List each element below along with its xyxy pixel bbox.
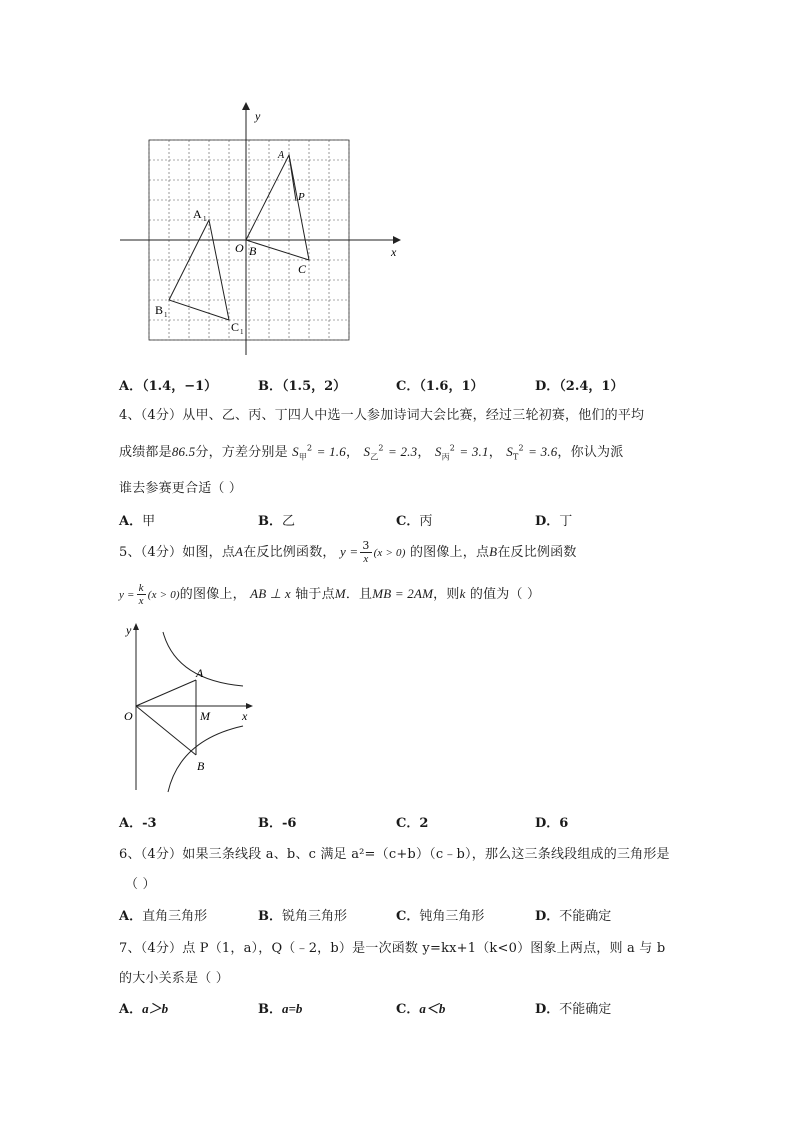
q6-option-b[interactable]: B．锐角三角形 <box>258 909 348 924</box>
q6-option-c[interactable]: C．钝角三角形 <box>396 909 485 924</box>
q6-option-d[interactable]: D．不能确定 <box>535 909 612 924</box>
fig2-b-label: B <box>197 759 205 773</box>
origin-label: O <box>235 241 244 255</box>
q4-line1: 4、（4分）从甲、乙、丙、丁四人中选一人参加诗词大会比赛，经过三轮初赛，他们的平均 <box>119 408 645 423</box>
q7-line2: 的大小关系是（ ） <box>119 971 229 986</box>
point-b-label: B <box>249 244 257 258</box>
q7-option-d[interactable]: D．不能确定 <box>535 1002 612 1017</box>
q4-option-b[interactable]: B．乙 <box>258 514 296 529</box>
q4-option-d[interactable]: D．丁 <box>535 514 573 529</box>
q6-option-a[interactable]: A．直角三角形 <box>119 909 208 924</box>
fig2-x-label: x <box>242 709 248 723</box>
point-c1-label: C <box>231 320 240 334</box>
q5-option-a[interactable]: A．-3 <box>119 816 157 831</box>
point-c1-subscript: 1 <box>240 328 244 336</box>
grid-figure <box>115 100 415 362</box>
q7-option-b[interactable]: B．a=b <box>258 1001 303 1017</box>
fig2-y-label: y <box>126 623 132 637</box>
q4-line2: 成绩都是86.5分，方差分别是 $S_甲^2 = 1.6$， $S_乙^2 = 2.3$， $S_丙^2 = 3.1$， $S_T^2 = 3.6$，你认为派 <box>119 443 624 462</box>
q7-option-a[interactable]: A．a＞b <box>119 1001 169 1017</box>
y-axis-label: y <box>255 109 261 123</box>
q5-line2: y = $\frac{k}{x}$ (x > 0)的图像上， AB ⊥ x 轴于点M．且MB = 2AM，则k 的值为（ ） <box>119 582 541 607</box>
point-a1-subscript: 1 <box>203 215 207 223</box>
fig2-m-label: M <box>200 709 210 723</box>
q5-option-d[interactable]: D．6 <box>535 816 569 831</box>
point-a1-label: A <box>193 207 202 221</box>
fig2-a-label: A <box>196 666 204 680</box>
q5-line1: 5、（4分）如图，点A在反比例函数， y = $\frac{3}{x}$ (x > 0) 的图像上，点B在反比例函数 <box>119 539 577 565</box>
point-b1-label: B <box>155 303 164 317</box>
q4-option-a[interactable]: A．甲 <box>119 514 156 529</box>
q5-option-b[interactable]: B．-6 <box>258 816 297 831</box>
q3-option-c[interactable]: C．（1.6，1） <box>396 379 484 394</box>
point-a-label: A <box>278 150 285 161</box>
q7-option-c[interactable]: C．a＜b <box>396 1001 446 1017</box>
point-p-label: P <box>298 191 305 203</box>
point-c-label: C <box>298 262 307 276</box>
q3-option-a[interactable]: A．（1.4，−1） <box>119 379 218 394</box>
q4-line3: 谁去参赛更合适（ ） <box>119 481 243 496</box>
q4-option-c[interactable]: C．丙 <box>396 514 433 529</box>
point-b1-subscript: 1 <box>164 311 168 319</box>
q6-line2: （ ） <box>125 877 156 892</box>
q7-line1: 7、（4分）点 P（1，a），Q（﹣2，b）是一次函数 y=kx+1（k<0）图象上两点，则 a 与 b <box>119 941 666 956</box>
fig2-origin-label: O <box>124 709 133 723</box>
q6-line1: 6、（4分）如果三条线段 a、b、c 满足 a²=（c+b）（c﹣b），那么这三条线段组成的三角形是 <box>119 847 670 862</box>
q5-option-c[interactable]: C．2 <box>396 816 429 831</box>
q3-option-d[interactable]: D．（2.4，1） <box>535 379 624 394</box>
q3-option-b[interactable]: B．（1.5，2） <box>258 379 347 394</box>
x-axis-label: x <box>391 245 397 259</box>
hyperbola-figure <box>118 618 263 798</box>
